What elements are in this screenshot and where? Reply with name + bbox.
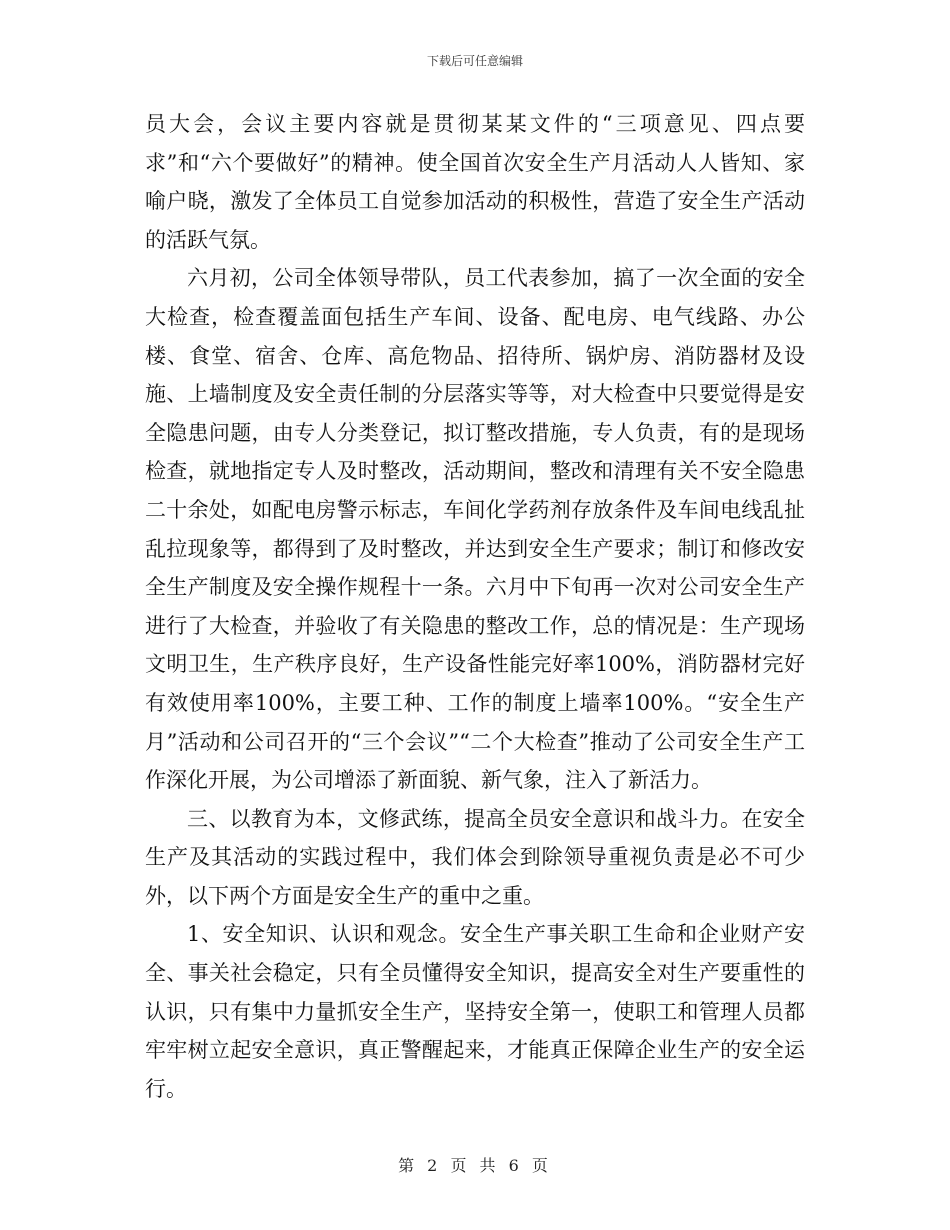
paragraph-continuation: 员大会，会议主要内容就是贯彻某某文件的“三项意见、四点要求”和“六个要做好”的精神。使全国首次安全生产月活动人人皆知、家喻户晓，激发了全体员工自觉参加活动的积极性，营造了安全生产活动的活跃气氛。: [145, 112, 805, 252]
page-header: 下载后可任意编辑: [426, 54, 523, 68]
paragraph-safety-knowledge: 1、安全知识、认识和观念。安全生产事关职工生命和企业财产安全、事关社会稳定，只有全员懂得安全知识，提高安全对生产要重性的认识，只有集中力量抓安全生产，坚持安全第一，使职工和管理人员都牢牢树立起安全意识，真正警醒起来，才能真正保障企业生产的安全运行。: [145, 922, 805, 1101]
paragraph-education: 三、以教育为本，文修武练，提高全员安全意识和战斗力。在安全生产及其活动的实践过程中，我们体会到除领导重视负责是必不可少外，以下两个方面是安全生产的重中之重。: [145, 806, 805, 908]
document-body: [145, 105, 805, 1108]
paragraph-inspection: 六月初，公司全体领导带队，员工代表参加，搞了一次全面的安全大检查，检查覆盖面包括生产车间、设备、配电房、电气线路、办公楼、食堂、宿舍、仓库、高危物品、招待所、锅炉房、消防器材及设施、上墙制度及安全责任制的分层落实等等，对大检查中只要觉得是安全隐患问题，由专人分类登记，拟订整改措施，专人负责，有的是现场检查，就地指定专人及时整改，活动期间，整改和清理有关不安全隐患二十余处，如配电房警示标志，车间化学药剂存放条件及车间电线乱扯乱拉现象等，都得到了及时整改，并达到安全生产要求；制订和修改安全生产制度及安全操作规程十一条。六月中下旬再一次对公司安全生产进行了大检查，并验收了有关隐患的整改工作，总的情况是：生产现场文明卫生，生产秩序良好，生产设备性能完好率100%，消防器材完好有效使用率100%，主要工种、工作的制度上墙率100%。“安全生产月”活动和公司召开的“三个会议”“二个大检查”推动了公司安全生产工作深化开展，为公司增添了新面貌、新气象，注入了新活力。: [145, 266, 805, 793]
page-number: 第 2 页 共 6 页: [398, 1156, 552, 1175]
